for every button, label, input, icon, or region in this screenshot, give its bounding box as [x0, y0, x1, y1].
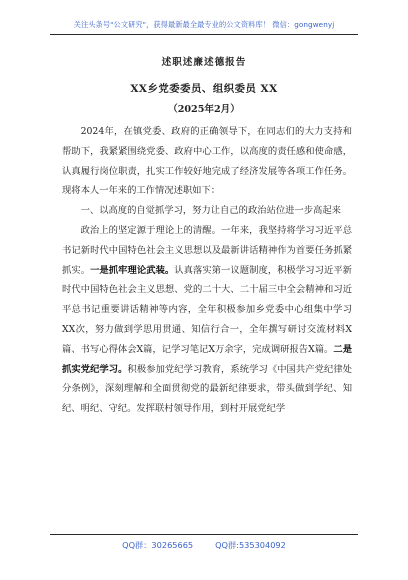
footer: [0, 540, 408, 551]
document-date: （2025年2月）: [168, 104, 240, 115]
header-divider: [50, 34, 358, 35]
section-heading: 一、以高度的自觉抓学习，努力让自己的政治站位进一步高起来: [80, 205, 341, 217]
paragraph-study-text: 政治上的坚定源于理论上的清醒。一年来，我坚持将学习习近平总书记新时代中国特色社会主义思想以及最新讲话精神作为首要任务抓紧抓实。: [62, 224, 352, 276]
bold-point-2: 二是抓实党纪学习。: [62, 343, 352, 375]
document-subtitle: XX乡党委委员、组织委员 XX: [130, 83, 278, 95]
footer-qq-group-2: QQ群:535304092: [215, 540, 286, 550]
bold-point-1: 一是抓牢理论武装。: [90, 264, 175, 276]
footer-qq-group-1: QQ群：30265665: [122, 540, 194, 550]
header-banner: 关注头条号"公文研究"，获得最新最全最专业的公文资料库！ 微信：gongwenyj: [73, 20, 335, 29]
paragraph-intro: 2024年，在镇党委、政府的正确领导下，在同志们的大力支持和帮助下，我紧紧围绕党委、政府中心工作，以高度的责任感和使命感，认真履行岗位职责，扎实工作较好地完成了经济发展等各项工作任务。现将本人一年来的工作情况述职如下：: [62, 126, 352, 197]
document-body: [62, 122, 352, 419]
paragraph-study-text-2: 认真落实第一议题制度，积极学习习近平新时代中国特色社会主义思想、党的二十大、二十届三中全会精神和习近平总书记重要讲话精神等内容，全年积极参加乡党委中心组集中学习XX次，努力做到学思用贯通、知信行合一，全年撰写研讨交流材料X篇、书写心得体会X篇，记学习笔记X万余字，完成调研报告X篇。: [62, 264, 352, 355]
document-title: 述职述廉述德报告: [161, 57, 247, 68]
paragraph-study: [62, 221, 352, 419]
footer-divider: [50, 534, 358, 535]
paragraph-study-text-3: 积极参加党纪学习教育，系统学习《中国共产党纪律处分条例》，深刻理解和全面贯彻党的最新纪律要求，带头做到学纪、知纪、明纪、守纪。发挥联村领导作用，到村开展党纪学: [62, 363, 352, 415]
